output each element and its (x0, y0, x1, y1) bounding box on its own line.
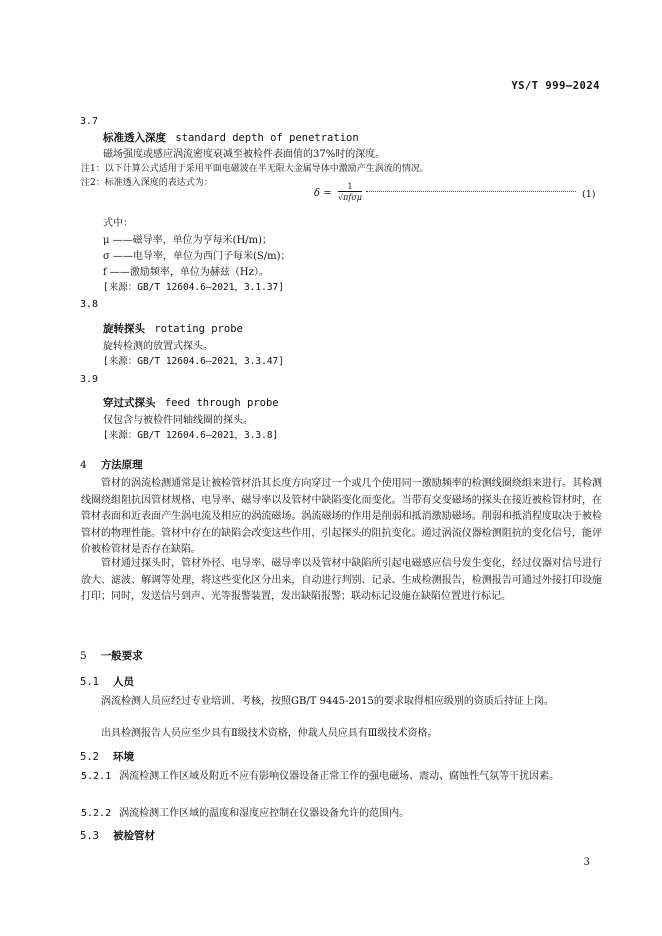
clause-number: 5.2.2 (81, 808, 112, 819)
section-title: 方法原理 (100, 459, 143, 471)
term-source-3-7: [来源：GB/T 12604.6—2021，3.1.37] (103, 282, 284, 293)
term-number-3-7: 3.7 (80, 116, 99, 127)
clause-text: 涡流检测工作区域的温度和湿度应控制在仪器设备允许的范围内。 (119, 808, 410, 819)
section-5-1-heading (80, 674, 134, 689)
term-number-3-8: 3.8 (80, 299, 99, 310)
clause-text: 涡流检测工作区域及附近不应有影响仪器设备正常工作的强电磁场、震动、腐蚀性气氛等干扰因素。 (119, 771, 560, 782)
formula-denominator: √πfσμ (338, 193, 362, 202)
section-4-heading (80, 457, 143, 472)
variable-mu: μ ——磁导率，单位为亨每米(H/m)； (103, 235, 273, 246)
section-title: 被检管材 (112, 830, 155, 842)
term-title-3-9 (103, 395, 279, 410)
standard-code: YS/T 999—2024 (511, 80, 600, 92)
term-definition: 旋转检测的放置式探头。 (103, 341, 213, 352)
term-source-3-9: [来源：GB/T 12604.6—2021，3.3.8] (103, 430, 279, 441)
formula-lhs: δ = (314, 188, 332, 199)
term-en: rotating probe (154, 323, 243, 335)
page-number: 3 (583, 857, 590, 868)
term-title-3-7 (103, 130, 359, 145)
formula-numerator: 1 (347, 182, 353, 191)
section-title: 环境 (112, 751, 134, 763)
note-1: 注1：以下计算公式适用于采用平面电磁波在半无限大金属导体中激励产生涡流的情况。 (81, 164, 429, 174)
clause-number: 5.2.1 (81, 771, 112, 782)
section-number: 5 (80, 650, 87, 662)
term-source-3-8: [来源：GB/T 12604.6—2021，3.3.47] (103, 356, 284, 367)
section-number: 4 (80, 459, 87, 471)
section-5-2-heading (80, 749, 134, 764)
term-en: standard depth of penetration (175, 132, 359, 144)
term-cn: 旋转探头 (103, 323, 145, 335)
section-4-paragraph-1: 管材的涡流检测通常是让被检管材沿其长度方向穿过一个或几个使用同一激励频率的检测线圈绕组来进行。其检测线圈绕组阻抗因管材规格、电导率、磁导率以及管材中缺陷变化而变化。当带有交变磁场的探头在接近被检管材时，在管材表面和近表面产生涡电流及相应的涡流磁场。涡流磁场的作用是削弱和抵消激励磁场。削弱和抵消程度取决于被检管材的物理性能。管材中存在的缺陷会改变这些作用，引起探头的阻抗变化。通过涡流仪器检测阻抗的变化信号，能评价被检管材是否存在缺陷。 (81, 478, 602, 555)
note-2: 注2：标准透入深度的表达式为： (81, 178, 213, 188)
variable-f: f ——激励频率，单位为赫兹（Hz）。 (103, 267, 269, 278)
section-number: 5.2 (80, 751, 99, 763)
formula-leader-dots (366, 191, 576, 192)
term-number-3-9: 3.9 (80, 374, 99, 385)
section-5-2-2-paragraph (81, 806, 602, 823)
section-5-2-1-paragraph (81, 769, 602, 786)
section-5-1-paragraph-1: 涡流检测人员应经过专业培训、考核，按照GB/T 9445-2015的要求取得相应级别的资质后持证上岗。 (101, 696, 554, 707)
term-definition: 磁场强度或感应涡流密度衰减至被检件表面值的37%时的深度。 (103, 149, 386, 160)
section-number: 5.3 (80, 830, 99, 842)
section-5-1-paragraph-2: 出具检测报告人员应至少具有Ⅱ级技术资格，仲裁人员应具有Ⅲ级技术资格。 (101, 728, 438, 739)
section-number: 5.1 (80, 676, 99, 688)
section-title: 人员 (112, 676, 134, 688)
term-cn: 穿过式探头 (103, 397, 156, 409)
section-title: 一般要求 (100, 650, 143, 662)
formula-number: (1) (582, 189, 596, 200)
variable-sigma: σ ——电导率，单位为西门子每米(S/m)； (103, 251, 291, 262)
where-label: 式中： (103, 218, 133, 229)
term-definition: 仅包含与被检件同轴线圈的探头。 (103, 415, 253, 426)
formula-fraction (338, 182, 362, 202)
section-5-3-heading (80, 828, 155, 843)
term-title-3-8 (103, 321, 243, 336)
term-cn: 标准透入深度 (103, 132, 166, 144)
section-5-heading (80, 648, 143, 663)
term-en: feed through probe (164, 397, 279, 409)
section-4-paragraph-2: 管材通过探头时，管材外径、电导率、磁导率以及管材中缺陷所引起电磁感应信号发生变化，经过仪器对信号进行放大、滤波、解调等处理，将这些变化区分出来，自动进行判别、记录、生成检测报告，检测报告可通过外接打印设施打印；同时，发送信号到声、光等报警装置，发出缺陷报警；联动标记设施在缺陷位置进行标记。 (81, 558, 602, 602)
